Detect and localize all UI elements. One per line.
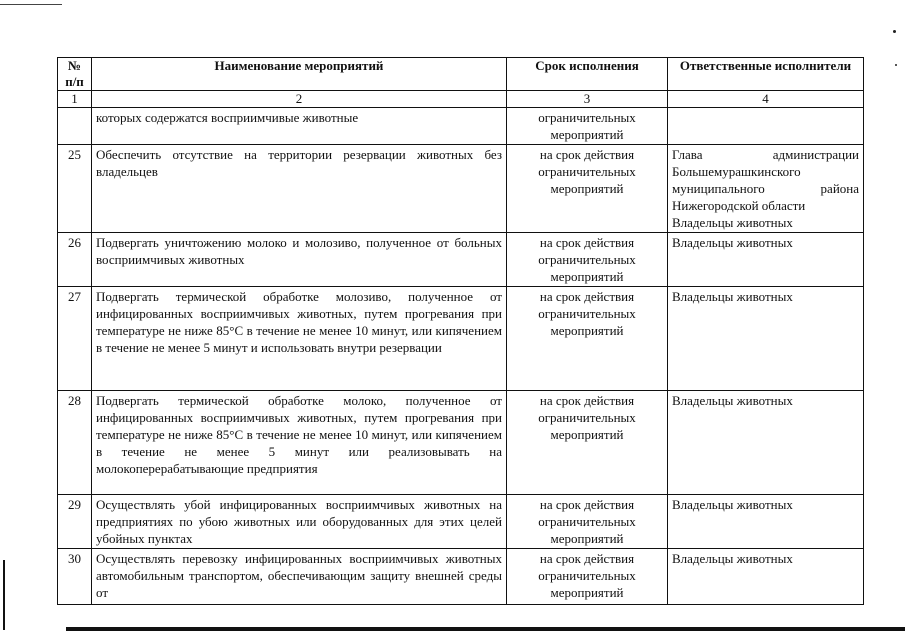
row-number: 25 xyxy=(58,145,92,233)
responsible-line: Нижегородской области xyxy=(672,198,806,213)
column-number: 4 xyxy=(668,91,864,108)
responsible-line: Глава администрации xyxy=(672,147,859,162)
responsible-line: муниципального района xyxy=(672,181,859,196)
row-measure: Осуществлять перевозку инфицированных восприимчивых животных автомобильным транспортом, обеспечивающим защиту внешней среды от xyxy=(92,549,507,605)
header-num: № п/п xyxy=(58,58,92,91)
row-measure: Подвергать термической обработке молоко, полученное от инфицированных восприимчивых животных, путем прогревания при температуре не ниже 85°С в течение не менее 10 минут, или кипячением в течение не менее 5 минут или реализовывать на молокоперерабатывающие предприятия xyxy=(92,391,507,495)
table-row xyxy=(58,108,864,145)
header-term: Срок исполнения xyxy=(507,58,668,91)
row-responsible xyxy=(668,108,864,145)
row-number: 26 xyxy=(58,233,92,287)
row-measure: которых содержатся восприимчивые животные xyxy=(92,108,507,145)
table-row xyxy=(58,287,864,391)
header-name: Наименование мероприятий xyxy=(92,58,507,91)
row-responsible xyxy=(668,145,864,233)
table-row xyxy=(58,233,864,287)
table-row xyxy=(58,145,864,233)
column-number-row xyxy=(58,91,864,108)
row-term: на срок действия ограничительных мероприятий xyxy=(507,391,668,495)
table-row xyxy=(58,495,864,549)
row-term: на срок действия ограничительных мероприятий xyxy=(507,287,668,391)
row-number: 29 xyxy=(58,495,92,549)
row-measure: Осуществлять убой инфицированных восприимчивых животных на предприятиях по убою животных или оборудованных для этих целей убойных пунктах xyxy=(92,495,507,549)
row-responsible: Владельцы животных xyxy=(668,233,864,287)
table-row xyxy=(58,391,864,495)
row-responsible: Владельцы животных xyxy=(668,287,864,391)
column-number: 1 xyxy=(58,91,92,108)
page-bottom-rule xyxy=(66,627,905,631)
row-measure: Обеспечить отсутствие на территории резервации животных без владельцев xyxy=(92,145,507,233)
table-header-row xyxy=(58,58,864,91)
scan-artifact-line xyxy=(0,4,62,5)
responsible-line: Владельцы животных xyxy=(672,215,793,230)
row-measure: Подвергать уничтожению молоко и молозиво, полученное от больных восприимчивых животных xyxy=(92,233,507,287)
row-responsible: Владельцы животных xyxy=(668,495,864,549)
row-number: 30 xyxy=(58,549,92,605)
scan-artifact-edge xyxy=(3,560,5,630)
row-number: 27 xyxy=(58,287,92,391)
column-number: 2 xyxy=(92,91,507,108)
row-term: на срок действия ограничительных мероприятий xyxy=(507,145,668,233)
column-number: 3 xyxy=(507,91,668,108)
row-term: на срок действия ограничительных мероприятий xyxy=(507,495,668,549)
row-measure: Подвергать термической обработке молозиво, полученное от инфицированных восприимчивых животных, путем прогревания при температуре не ниже 85°С в течение не менее 10 минут, или кипячением в течение не менее 5 минут и использовать внутри резервации xyxy=(92,287,507,391)
row-number xyxy=(58,108,92,145)
scan-artifact-dot xyxy=(895,64,897,66)
row-responsible: Владельцы животных xyxy=(668,549,864,605)
row-responsible: Владельцы животных xyxy=(668,391,864,495)
row-term: на срок действия ограничительных мероприятий xyxy=(507,233,668,287)
scan-artifact-dot xyxy=(893,30,896,33)
row-number: 28 xyxy=(58,391,92,495)
row-term: ограничительных мероприятий xyxy=(507,108,668,145)
table-row xyxy=(58,549,864,605)
header-responsible: Ответственные исполнители xyxy=(668,58,864,91)
responsible-line: Большемурашкинского xyxy=(672,164,801,179)
measures-table xyxy=(57,57,864,605)
row-term: на срок действия ограничительных мероприятий xyxy=(507,549,668,605)
